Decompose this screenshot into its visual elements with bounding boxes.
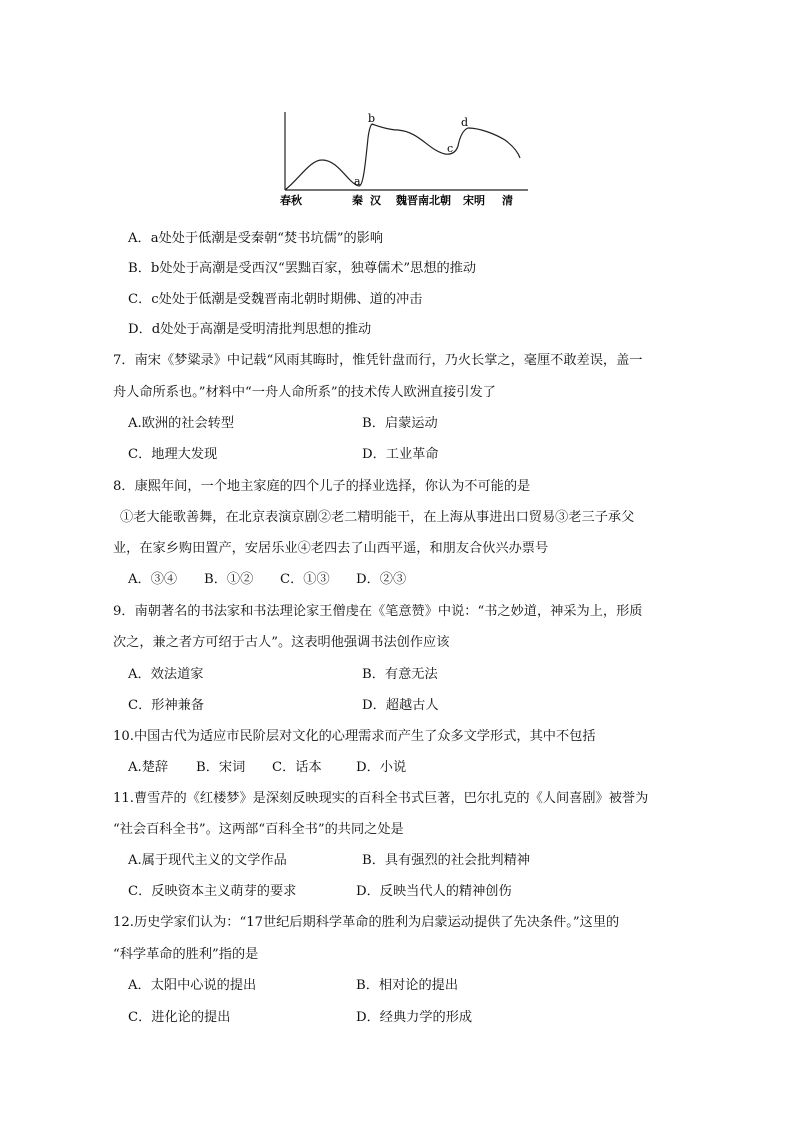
q11-option-d: D．反映当代人的精神创伤: [356, 884, 512, 899]
point-label-d: d: [461, 116, 469, 129]
q8-option-a: A．③④: [128, 572, 178, 587]
x-label-weijin: 魏晋南北朝: [396, 194, 451, 207]
q11-stem-line1: 11.曹雪芹的《红楼梦》是深刻反映现实的百科全书式巨著，巴尔扎克的《人间喜剧》被誉为: [113, 791, 649, 806]
q7-option-c: C．地理大发现: [128, 447, 218, 462]
point-label-a: a: [354, 175, 361, 188]
q7-option-b: B．启蒙运动: [362, 416, 438, 431]
q6-option-b: B．b处处于高潮是受西汉“罢黜百家，独尊儒术”思想的推动: [128, 261, 477, 276]
x-label-songming: 宋明: [463, 194, 485, 207]
q9-stem-line1: 9．南朝著名的书法家和书法理论家王僧虔在《笔意赞》中说：“书之妙道，神采为上，形质: [113, 604, 643, 619]
q11-option-a: A.属于现代主义的文学作品: [128, 853, 287, 868]
q8-stem-line1: 8．康熙年间，一个地主家庭的四个儿子的择业选择，你认为不可能的是: [113, 479, 531, 494]
q9-option-d: D．超越古人: [362, 698, 439, 713]
q11-stem-line2: “社会百科全书”。这两部“百科全书”的共同之处是: [113, 822, 404, 837]
q12-option-b: B．相对论的提出: [356, 978, 459, 993]
q7-option-a: A.欧洲的社会转型: [128, 416, 235, 431]
q11-option-c: C．反映资本主义萌芽的要求: [128, 884, 297, 899]
q10-option-c: C．话本: [272, 760, 322, 775]
q9-option-a: A．效法道家: [128, 667, 204, 682]
point-label-b: b: [368, 112, 376, 125]
q9-option-b: B．有意无法: [362, 667, 438, 682]
q7-stem-line2: 舟人命所系也。”材料中“一舟人命所系”的技术传人欧洲直接引发了: [113, 385, 496, 400]
q12-option-d: D．经典力学的形成: [356, 1010, 473, 1025]
q8-stem-line3: 业，在家乡购田置产，安居乐业④老四去了山西平遥，和朋友合伙兴办票号: [113, 541, 549, 556]
x-label-han: 汉: [370, 194, 381, 207]
q12-stem-line1: 12.历史学家们认为：“17世纪后期科学革命的胜利为启蒙运动提供了先决条件。”这里的: [113, 915, 620, 930]
q12-stem-line2: “科学革命的胜利”指的是: [113, 947, 259, 962]
q10-option-a: A.楚辞: [128, 760, 169, 775]
q11-option-b: B．具有强烈的社会批判精神: [362, 853, 530, 868]
q9-stem-line2: 次之，兼之者方可绍于古人”。这表明他强调书法创作应该: [113, 635, 450, 650]
x-label-qing: 清: [502, 194, 513, 207]
q7-stem-line1: 7．南宋《梦粱录》中记载“风雨其晦时，惟凭针盘而行，乃火长掌之，毫厘不敢差误，盖一: [113, 353, 643, 368]
q6-option-a: A．a处处于低潮是受秦朝“焚书坑儒”的影响: [128, 231, 384, 246]
q7-option-d: D．工业革命: [362, 447, 439, 462]
q9-option-c: C．形神兼备: [128, 698, 205, 713]
q10-option-d: D．小说: [356, 760, 407, 775]
q8-stem-line2: ①老大能歌善舞，在北京表演京剧②老二精明能干，在上海从事进出口贸易③老三子承父: [120, 510, 635, 525]
q8-option-b: B．①②: [204, 572, 254, 587]
x-label-chunqiu: 春秋: [280, 194, 302, 207]
q8-option-c: C．①③: [280, 572, 330, 587]
q12-option-c: C．进化论的提出: [128, 1010, 231, 1025]
q10-option-b: B．宋词: [196, 760, 246, 775]
x-label-qin: 秦: [352, 194, 363, 207]
q6-option-c: C．c处处于低潮是受魏晋南北朝时期佛、道的冲击: [128, 292, 423, 307]
q6-option-d: D．d处处于高潮是受明清批判思想的推动: [128, 322, 372, 337]
point-label-c: c: [447, 142, 454, 155]
q10-stem-line1: 10.中国古代为适应市民阶层对文化的心理需求而产生了众多文学形式，其中不包括: [113, 729, 596, 744]
confucianism-trend-figure: [270, 108, 540, 208]
q8-option-d: D．②③: [356, 572, 407, 587]
trend-curve-svg: [270, 108, 540, 208]
q12-option-a: A．太阳中心说的提出: [128, 978, 257, 993]
trend-curve: [285, 124, 520, 190]
